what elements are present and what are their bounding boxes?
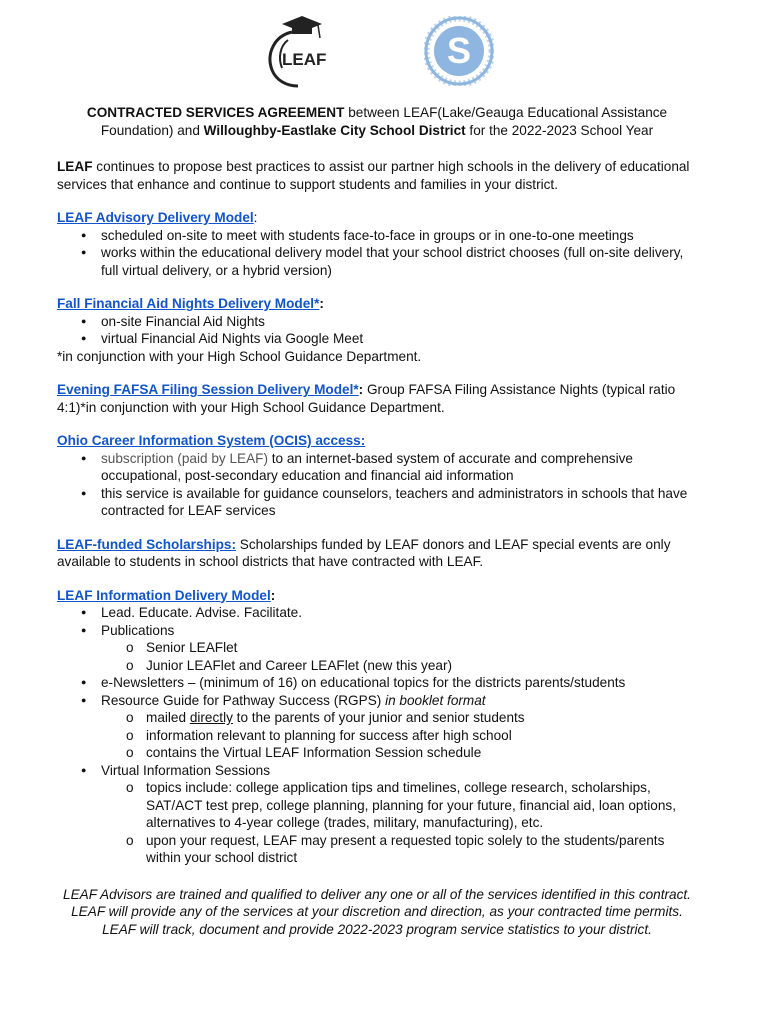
ocis-subscription: subscription (paid by LEAF) [101, 450, 268, 466]
title-mid: between LEAF(Lake/Geauga Educational Assistance Foundation) and [100, 105, 668, 138]
intro-paragraph [57, 158, 697, 193]
rgps-format: in booklet format [381, 692, 486, 708]
advisory-colon: : [253, 210, 258, 225]
title-district: Willoughby-Eastlake City School District [203, 122, 466, 138]
leaf-logo-text: LEAF [282, 50, 327, 69]
header-logos [0, 14, 770, 90]
title-end: for the 2022-2023 School Year [465, 122, 654, 138]
advisory-heading-link[interactable]: LEAF Advisory Delivery Model [57, 210, 254, 225]
information-colon: : [270, 587, 276, 603]
advisory-section [57, 209, 697, 279]
ocis-heading-link[interactable]: Ohio Career Information System (OCIS) access: [57, 433, 366, 448]
publications-label: Publications [101, 622, 175, 638]
title-bold-1: CONTRACTED SERVICES AGREEMENT [86, 105, 345, 120]
agreement-body [57, 104, 697, 938]
ocis-item1-text: to an internet-based system of accurate and comprehensive occupational, post-secondary education and financial aid information [101, 450, 633, 483]
information-section [57, 587, 697, 867]
rgps-label: Resource Guide for Pathway Success (RGPS) [101, 692, 382, 708]
list-item: ● virtual Financial Aid Nights via Google Meet [101, 330, 697, 348]
sub-list-item: o upon your request, LEAF may present a requested topic solely to the students/parents within your school district [146, 832, 697, 867]
seal-letter: S [446, 30, 472, 71]
list-item: ● this service is available for guidance counselors, teachers and administrators in schools that have contracted for LEAF services [101, 485, 697, 520]
scholarships-text: Scholarships funded by LEAF donors and LEAF special events are only available to students in school districts that have contracted with LEAF. [57, 536, 671, 569]
sub-list-item: o Junior LEAFlet and Career LEAFlet (new this year) [146, 657, 697, 675]
sub-list-item: o contains the Virtual LEAF Information Session schedule [146, 744, 697, 762]
list-item: ● e-Newsletters – (minimum of 16) on educational topics for the districts parents/students [101, 674, 697, 692]
evening-fafsa-section [57, 381, 697, 416]
list-item [101, 692, 697, 762]
sub-list-item: o topics include: college application tips and timelines, college research, scholarships, SAT/ACT test prep, college planning, planning for your future, financial aid, loan options, alternatives to 4-year college (trades, military, manufacturing), etc. [146, 779, 697, 832]
sub-list-item: o Senior LEAFlet [146, 639, 697, 657]
list-item [101, 450, 697, 485]
intro-leaf: LEAF [57, 159, 93, 174]
ocis-section [57, 432, 697, 520]
information-heading-link[interactable]: LEAF Information Delivery Model [57, 587, 271, 603]
evening-fafsa-heading-link[interactable]: Evening FAFSA Filing Session Delivery Model* [57, 382, 359, 397]
sub-list-item [146, 709, 697, 727]
financial-aid-note: *in conjunction with your High School Guidance Department. [57, 348, 422, 364]
virtual-sessions-label: Virtual Information Sessions [101, 762, 270, 778]
rgps-sub1-pre: mailed [146, 710, 190, 725]
list-item: ● scheduled on-site to meet with students face-to-face in groups or in one-to-one meetings [101, 227, 697, 245]
evening-colon: : [358, 382, 364, 397]
list-item: ● Lead. Educate. Advise. Facilitate. [101, 604, 697, 622]
evening-text: Group FAFSA Filing Assistance Nights (typical ratio 4:1)*in conjunction with your High School Guidance Department. [57, 382, 676, 415]
school-seal-logo [424, 16, 494, 86]
agreement-title [57, 104, 697, 139]
scholarships-section [57, 536, 697, 571]
scholarships-heading-link[interactable]: LEAF-funded Scholarships: [57, 536, 236, 552]
financial-aid-section [57, 295, 697, 365]
rgps-sub1-underline: directly [189, 710, 233, 725]
financial-aid-heading-link[interactable]: Fall Financial Aid Nights Delivery Model* [57, 296, 320, 311]
list-item: ● on-site Financial Aid Nights [101, 313, 697, 331]
intro-text: continues to propose best practices to assist our partner high schools in the delivery of educational services that enhance and continue to support students and families in your district. [57, 159, 690, 192]
list-item [101, 622, 697, 675]
sub-list-item: o information relevant to planning for success after high school [146, 727, 697, 745]
leaf-logo [262, 14, 334, 88]
list-item: ● works within the educational delivery model that your school district chooses (full on-site delivery, full virtual delivery, or a hybrid version) [101, 244, 697, 279]
footer-statement: LEAF Advisors are trained and qualified to deliver any one or all of the services identified in this contract. LEAF will provide any of the services at your discretion and direction, as your contracted time permits. LEAF will track, document and provide 2022-2023 program service statistics to your district. [63, 886, 691, 937]
rgps-sub1-post: to the parents of your junior and senior students [232, 710, 525, 725]
financial-aid-colon: : [319, 296, 324, 311]
list-item [101, 762, 697, 867]
